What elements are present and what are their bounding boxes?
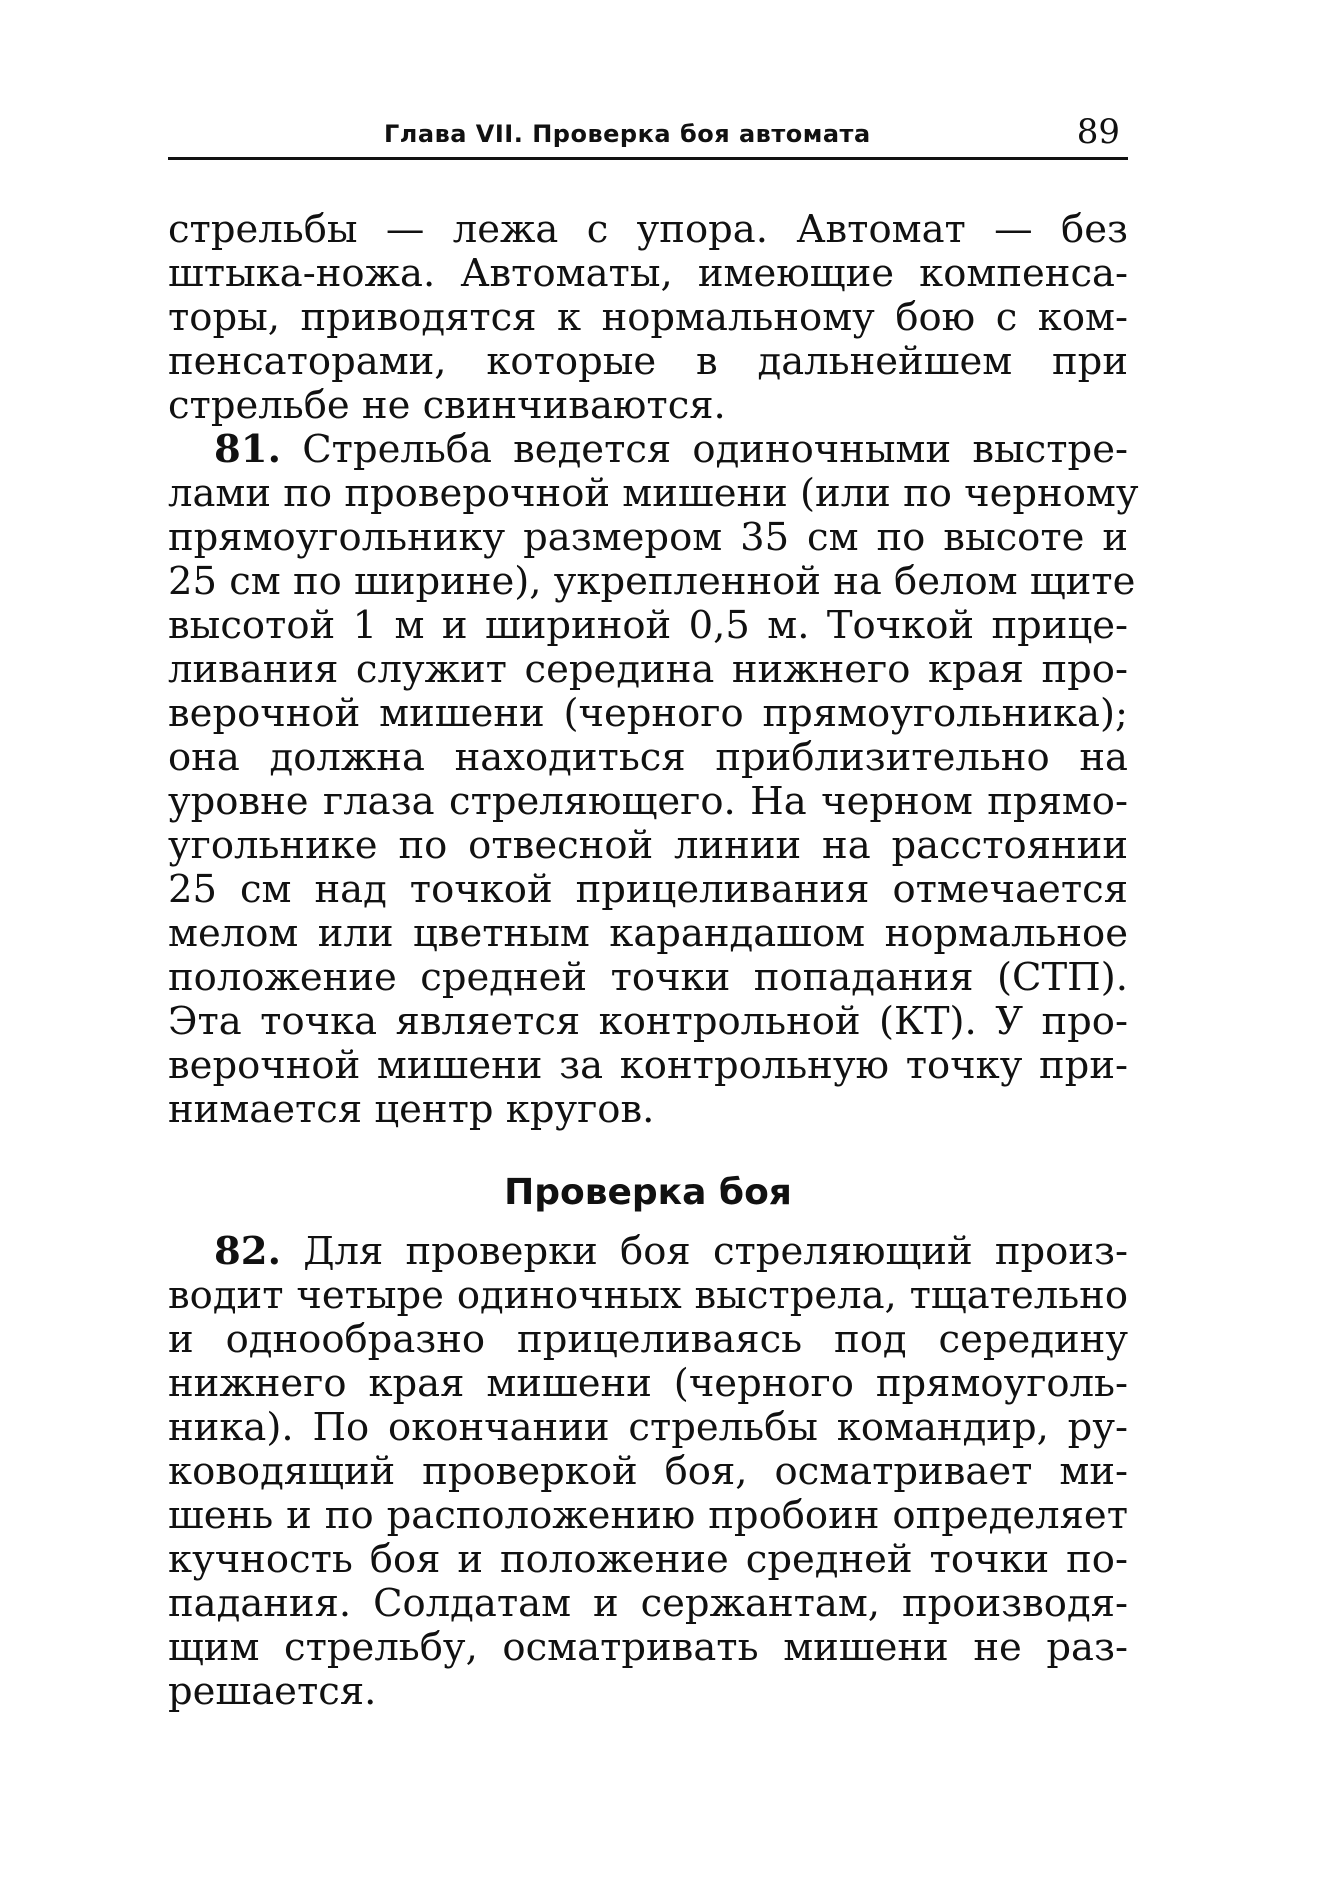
text-line: решается.: [168, 1669, 377, 1714]
text-line: [168, 428, 1128, 472]
line-text: Для проверки боя стреляющий произ-: [303, 1229, 1128, 1274]
section-heading: Проверка боя: [504, 1172, 792, 1213]
paragraph-81: [168, 427, 1139, 1132]
body-text: [168, 207, 1139, 1714]
text-line: [168, 1230, 1128, 1274]
running-head: [168, 108, 1128, 160]
text-line: мелом или цветным карандашом нормальное: [168, 911, 1128, 956]
text-line: она должна находиться приблизительно на: [168, 735, 1128, 780]
text-line: штыка-ножа. Автоматы, имеющие компенса-: [168, 251, 1128, 296]
text-line: ководящий проверкой боя, осматривает ми-: [168, 1449, 1128, 1494]
text-line: положение средней точки попадания (СТП).: [168, 955, 1128, 1000]
paragraph-number: 82.: [214, 1229, 281, 1274]
text-line: нижнего края мишени (черного прямоуголь-: [168, 1361, 1128, 1406]
running-title: Глава VII. Проверка боя автомата: [384, 120, 871, 148]
continuation-paragraph: [168, 208, 1128, 428]
paragraph-number: 81.: [214, 427, 281, 472]
text-line: верочной мишени (черного прямоугольника);: [168, 691, 1128, 736]
text-line: нимается центр кругов.: [168, 1087, 655, 1132]
text-line: водит четыре одиночных выстрела, тщательно: [168, 1273, 1128, 1318]
text-line: стрельбе не свинчиваются.: [168, 383, 726, 428]
text-line: стрельбы — лежа с упора. Автомат — без: [168, 207, 1128, 252]
text-line: кучность боя и положение средней точки по-: [168, 1537, 1128, 1582]
header-rule: [168, 157, 1128, 160]
text-line: Эта точка является контрольной (КТ). У про-: [168, 999, 1128, 1044]
text-line: 25 см над точкой прицеливания отмечается: [168, 867, 1128, 912]
line-text: Стрельба ведется одиночными выстре-: [302, 427, 1128, 472]
text-line: пенсаторами, которые в дальнейшем при: [168, 339, 1128, 384]
page-number: 89: [1076, 112, 1120, 152]
text-line: уровне глаза стреляющего. На черном прямо-: [168, 779, 1128, 824]
text-line: 25 см по ширине), укрепленной на белом щите: [168, 559, 1136, 604]
text-line: верочной мишени за контрольную точку при-: [168, 1043, 1128, 1088]
text-line: ливания служит середина нижнего края про-: [168, 647, 1128, 692]
text-line: ника). По окончании стрельбы командир, ру-: [168, 1405, 1128, 1450]
text-line: щим стрельбу, осматривать мишени не раз-: [168, 1625, 1128, 1670]
text-line: торы, приводятся к нормальному бою с ком-: [168, 295, 1128, 340]
paragraph-82: [168, 1230, 1128, 1714]
text-line: шень и по расположению пробоин определяет: [168, 1493, 1128, 1538]
text-line: и однообразно прицеливаясь под середину: [168, 1317, 1128, 1362]
text-line: угольнике по отвесной линии на расстоянии: [168, 823, 1128, 868]
text-line: падания. Солдатам и сержантам, производя-: [168, 1581, 1128, 1626]
text-line: высотой 1 м и шириной 0,5 м. Точкой прице-: [168, 603, 1128, 648]
text-line: прямоугольнику размером 35 см по высоте и: [168, 515, 1128, 560]
text-line: лами по проверочной мишени (или по черному: [168, 471, 1139, 516]
